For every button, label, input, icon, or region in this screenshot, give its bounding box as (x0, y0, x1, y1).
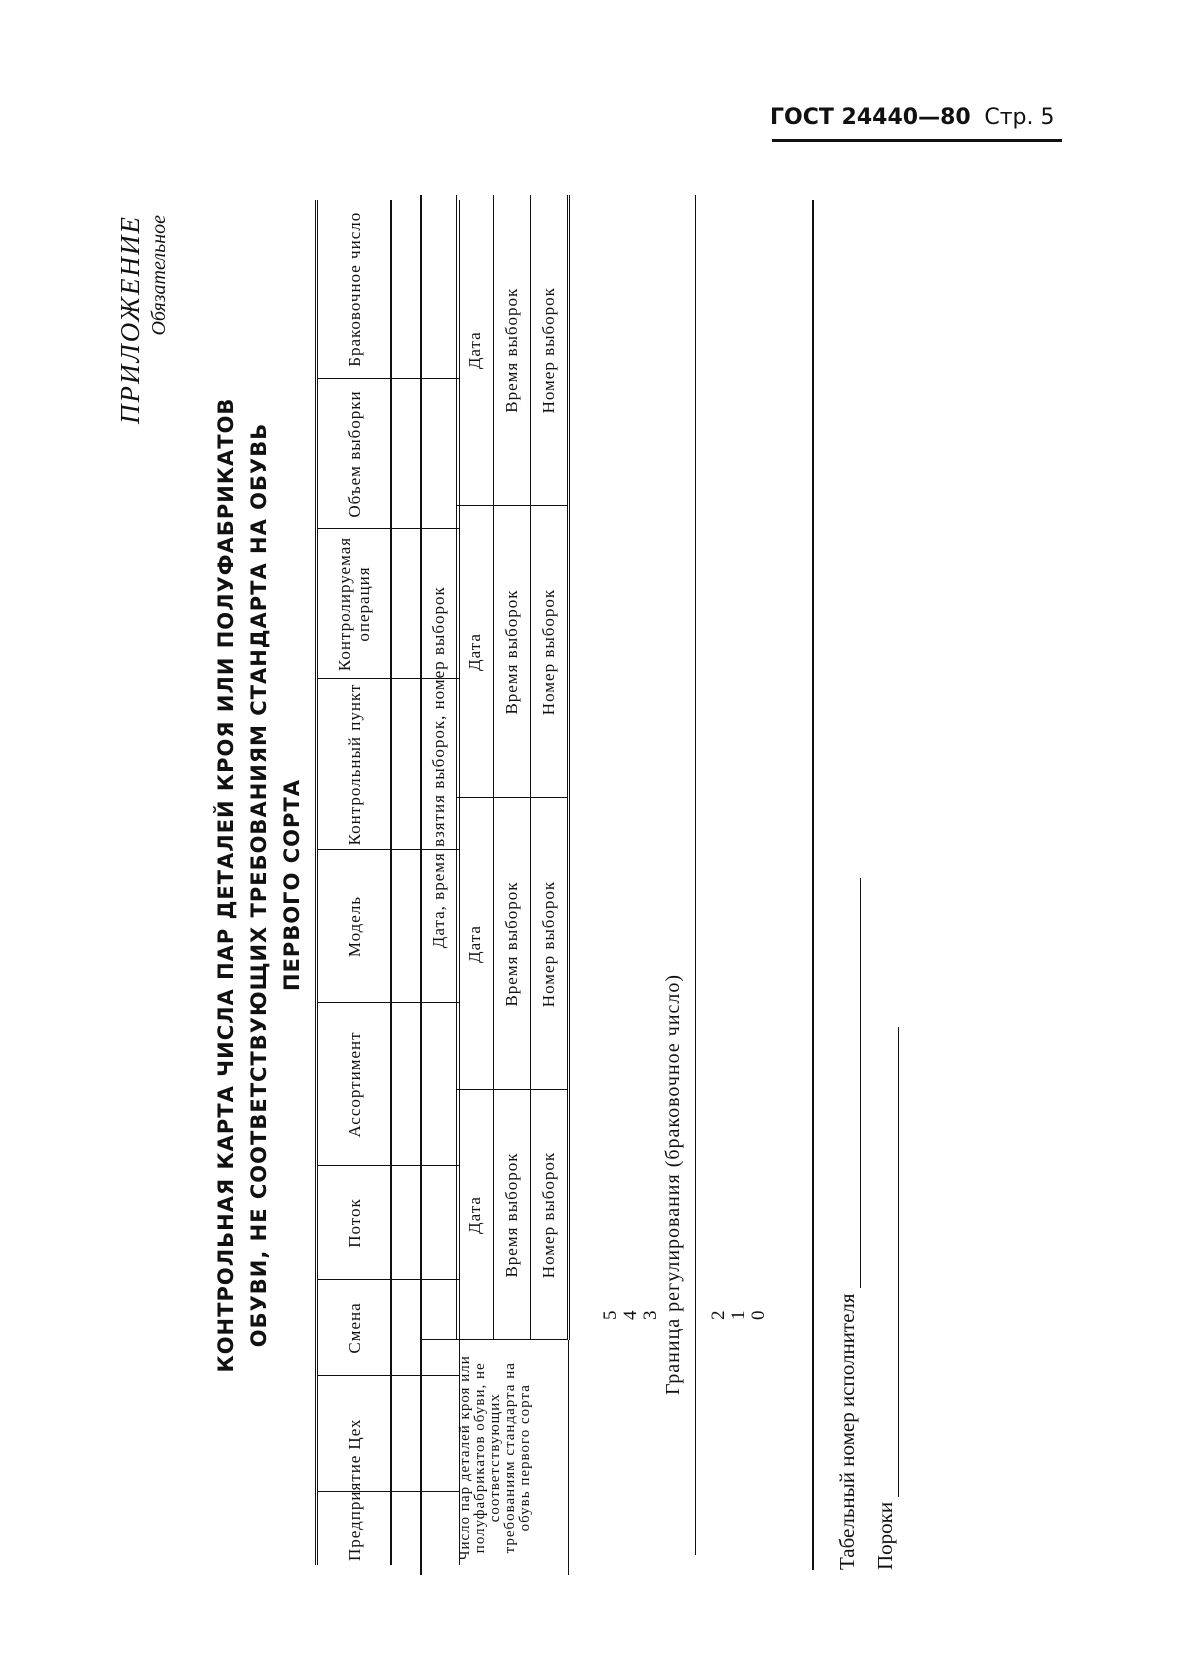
header-rule (772, 139, 1062, 142)
title-line: ПЕРВОГО СОРТА (280, 779, 304, 991)
title-line: КОНТРОЛЬНАЯ КАРТА ЧИСЛА ПАР ДЕТАЛЕЙ КРОЯ ИЛИ ПОЛУФАБРИКАТОВ (214, 397, 238, 1373)
chart-bottom-rule (812, 200, 814, 1570)
y-value: 3 (640, 1310, 661, 1320)
defects-field[interactable] (873, 1027, 899, 1497)
defects-line (873, 1027, 899, 1570)
tab-number-line (835, 878, 861, 1570)
control-limit-label: Граница регулирования (браковочное число) (662, 973, 684, 1395)
control-limit-line (695, 195, 696, 1555)
sub-time: Время выборок (494, 798, 531, 1090)
page-header (770, 105, 1054, 130)
sub-date: Дата (457, 195, 494, 506)
sub-number: Номер выборок (531, 506, 569, 798)
col-header-shift: Смена (317, 1280, 392, 1376)
sub-number: Номер выборок (531, 1090, 569, 1340)
document-title (210, 195, 309, 1575)
tab-number-field[interactable] (835, 878, 861, 1288)
sub-time: Время выборок (494, 1090, 531, 1340)
annex-label (115, 215, 171, 424)
col-header-controlled-operation: Контролируемая операция (317, 529, 392, 679)
col-header-reject-number: Браковочное число (317, 200, 392, 379)
standard-number: ГОСТ 24440—80 (770, 105, 971, 130)
group-header: Дата, время взятия выборок, номер выборок (421, 195, 457, 1340)
col-header-control-point: Контрольный пункт (317, 679, 392, 850)
sub-number: Номер выборок (531, 195, 569, 506)
sub-date: Дата (457, 506, 494, 798)
tab-number-label: Табельный номер исполнителя (835, 1293, 859, 1570)
defects-label: Пороки (873, 1501, 897, 1570)
sub-date: Дата (457, 798, 494, 1090)
y-value: 4 (620, 1310, 641, 1320)
page-number: Стр. 5 (984, 105, 1055, 130)
y-value: 2 (708, 1310, 729, 1320)
col-header-enterprise: Предприятие (317, 1492, 392, 1565)
sub-number: Номер выборок (531, 798, 569, 1090)
y-value: 5 (600, 1310, 621, 1320)
col-header-model: Модель (317, 850, 392, 1003)
y-value: 1 (728, 1310, 749, 1320)
col-header-sample-size: Объем выборки (317, 379, 392, 529)
col-header-shop: Цех (317, 1376, 392, 1492)
annex-title: ПРИЛОЖЕНИЕ (115, 215, 145, 424)
col-header-assortment: Ассортимент (317, 1003, 392, 1166)
col-header-line: Поток (317, 1166, 392, 1280)
y-value: 0 (748, 1310, 769, 1320)
title-line: ОБУВИ, НЕ СООТВЕТСТВУЮЩИХ ТРЕБОВАНИЯМ СТАНДАРТА НА ОБУВЬ (247, 422, 271, 1348)
annex-status: Обязательное (148, 215, 170, 336)
corner-label: Число пар деталей кроя или полуфабрикатов обуви, не соответствующих требованиям стандарта на обувь первого сорта (421, 1340, 569, 1575)
sub-time: Время выборок (494, 195, 531, 506)
rotated-form (115, 195, 1120, 1575)
sub-time: Время выборок (494, 506, 531, 798)
sub-date: Дата (457, 1090, 494, 1340)
sampling-table (420, 195, 570, 1575)
